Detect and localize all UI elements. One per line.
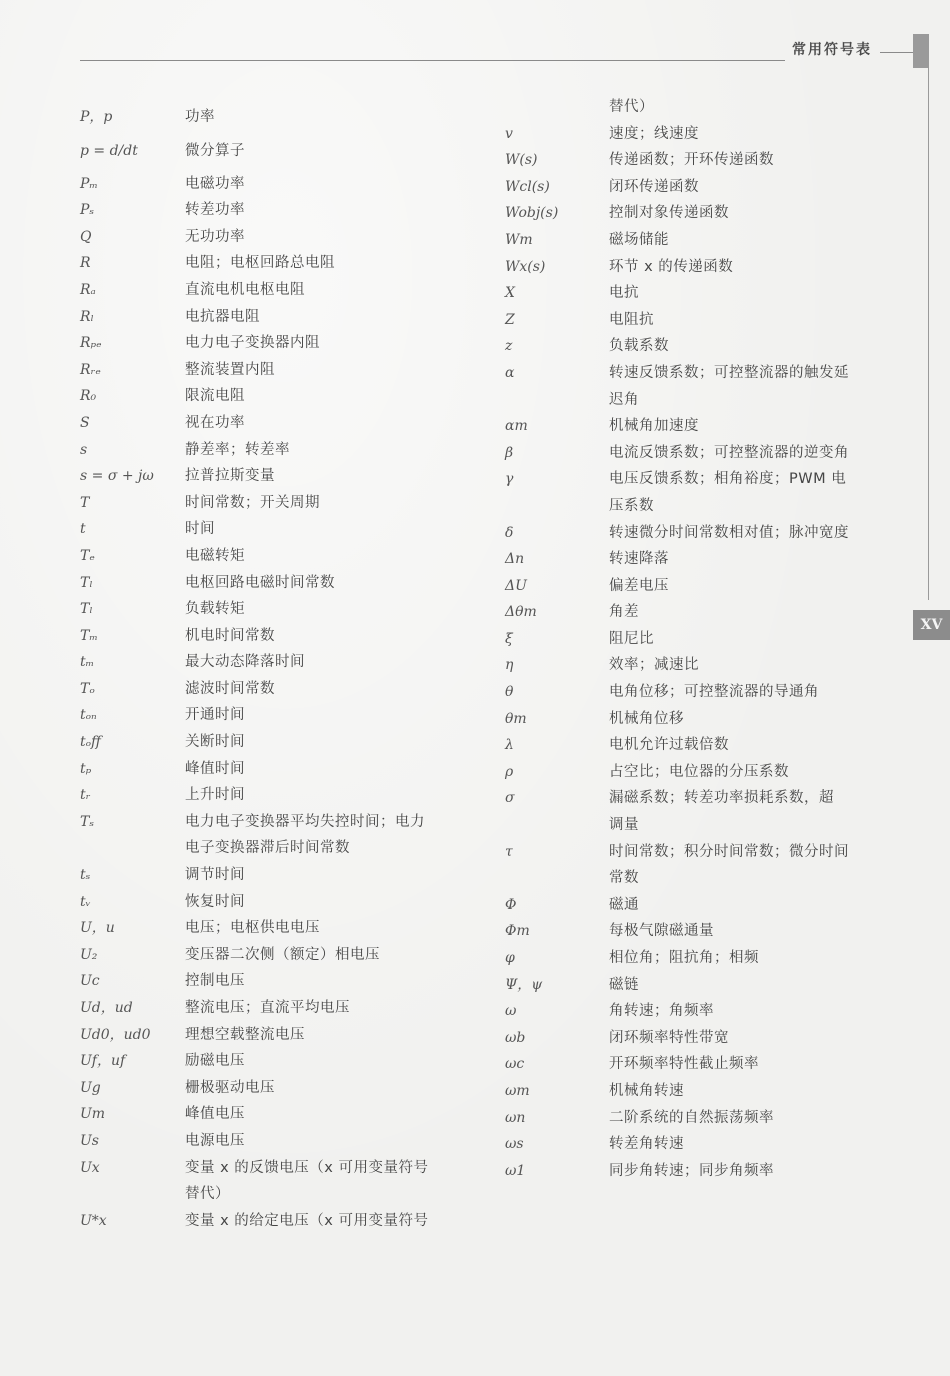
symbol: τ [505, 843, 513, 860]
symbol-description: 机械角加速度 [609, 418, 699, 435]
symbol-description: 占空比；电位器的分压系数 [609, 763, 789, 780]
symbol-row [505, 759, 915, 786]
symbol-description: 时间常数；积分时间常数；微分时间 [609, 843, 849, 860]
symbol-row [80, 410, 500, 437]
symbol-row [505, 679, 915, 706]
symbol-description: 电枢回路电磁时间常数 [185, 574, 335, 591]
symbol-description: 电流反馈系数；可控整流器的逆变角 [609, 444, 849, 461]
symbol-description: 效率；减速比 [609, 657, 699, 674]
edge-rule [928, 60, 929, 600]
symbol-row [80, 676, 500, 703]
symbol-row [505, 227, 915, 254]
symbol-row [80, 1048, 500, 1075]
symbol: Tₛ [80, 813, 95, 830]
symbol: U₂ [80, 946, 98, 963]
symbol: Δn [505, 551, 525, 568]
symbol-row [505, 387, 915, 414]
symbol: ωn [505, 1109, 526, 1126]
symbol-description: 转速微分时间常数相对值；脉冲宽度 [609, 524, 849, 541]
symbol-description: 相位角；阻抗角；相频 [609, 950, 759, 966]
symbol-description: 变压器二次侧（额定）相电压 [185, 946, 380, 963]
symbol: Ψ，ψ [505, 976, 543, 993]
symbol: Us [80, 1132, 99, 1149]
symbol: ω1 [505, 1162, 526, 1179]
symbol-description: 直流电机电枢电阻 [185, 281, 305, 298]
symbol-row [505, 706, 915, 733]
symbol-row [505, 812, 915, 839]
symbol-description: 电力电子变换器内阻 [185, 335, 320, 352]
symbol-row [505, 865, 915, 892]
symbol: X [505, 285, 515, 302]
symbol-description: 速度；线速度 [609, 125, 699, 142]
symbol-list-right [505, 94, 915, 1184]
symbol-row [505, 1105, 915, 1132]
running-header-title: 常用符号表 [792, 42, 872, 58]
symbol: Wm [505, 231, 533, 248]
symbol: Pₘ [80, 175, 99, 192]
symbol-row [80, 1155, 500, 1182]
symbol-description: 恢复时间 [185, 893, 245, 910]
symbol-description: 替代） [609, 99, 654, 115]
symbol-row [505, 1078, 915, 1105]
symbol-description: 峰值电压 [185, 1106, 245, 1123]
symbol-description: 电源电压 [185, 1132, 245, 1149]
symbol-description: 视在功率 [185, 414, 245, 431]
symbol: ΔU [505, 577, 527, 594]
symbol-description: 迟角 [609, 391, 639, 408]
symbol-description: 滤波时间常数 [185, 680, 275, 697]
symbol: ωc [505, 1056, 525, 1073]
symbol: ω [505, 1003, 517, 1020]
symbol-row [505, 200, 915, 227]
symbol-row [505, 147, 915, 174]
symbol-description: 整流电压；直流平均电压 [185, 1000, 350, 1016]
symbol: Φm [505, 923, 530, 940]
symbol-description: 控制对象传递函数 [609, 205, 729, 222]
symbol-row [505, 174, 915, 201]
symbol: γ [505, 471, 514, 488]
symbol-description: 峰值时间 [185, 760, 245, 777]
symbol-description: 角差 [609, 604, 639, 621]
symbol-description: 关断时间 [185, 734, 245, 751]
symbol-description: 转速降落 [609, 551, 669, 568]
symbol-description: 开环频率特性截止频率 [609, 1056, 759, 1073]
symbol-row [80, 131, 500, 171]
symbol: ξ [505, 630, 513, 647]
symbol-description: 时间 [185, 521, 215, 538]
symbol-description: 时间常数；开关周期 [185, 494, 320, 511]
symbol: Wx(s) [505, 258, 546, 275]
symbol: U，u [80, 920, 115, 937]
symbol: Rₗ [80, 308, 94, 325]
symbol: tₚ [80, 760, 92, 777]
symbol-row [80, 623, 500, 650]
symbol-description: 转差角转速 [609, 1136, 684, 1153]
symbol-description: 传递函数；开环传递函数 [609, 152, 774, 169]
symbol: t [80, 521, 86, 538]
symbol-list-left [80, 104, 500, 1234]
symbol-description: 角转速；角频率 [609, 1003, 714, 1020]
symbol-row [80, 702, 500, 729]
symbol-description: 二阶系统的自然振荡频率 [609, 1109, 774, 1126]
symbol-row [80, 889, 500, 916]
symbol-description: 电压反馈系数；相角裕度；PWM 电 [609, 471, 847, 488]
symbol-row [505, 945, 915, 972]
symbol-row [80, 942, 500, 969]
symbol: p = d/dt [80, 142, 138, 159]
symbol-description: 无功功率 [185, 228, 245, 245]
symbol: Ux [80, 1159, 100, 1176]
symbol: R₀ [80, 388, 97, 405]
symbol-row [80, 250, 500, 277]
symbol-description: 机械角转速 [609, 1082, 684, 1099]
header-rule-right [880, 52, 915, 53]
symbol-description: 磁场储能 [609, 231, 669, 248]
symbol: σ [505, 790, 515, 807]
symbol-description: 闭环传递函数 [609, 178, 699, 195]
symbol-row [505, 280, 915, 307]
symbol: Ud0，ud0 [80, 1026, 151, 1043]
symbol: z [505, 338, 513, 355]
symbol-row [505, 413, 915, 440]
symbol: αm [505, 418, 528, 435]
symbol: tₘ [80, 654, 95, 671]
symbol-row [505, 785, 915, 812]
symbol-row [80, 1208, 500, 1235]
symbol-description: 控制电压 [185, 973, 245, 990]
symbol-row [80, 357, 500, 384]
header-rule [80, 60, 785, 61]
symbol-row [505, 466, 915, 493]
symbol: Tₒ [80, 680, 95, 697]
symbol: v [505, 125, 513, 142]
symbol: tₛ [80, 867, 91, 884]
symbol-row [80, 543, 500, 570]
symbol-row [80, 835, 500, 862]
symbol-description: 电抗器电阻 [185, 308, 260, 325]
page-number-tab: XV [913, 610, 950, 640]
symbol-row [505, 254, 915, 281]
symbol: Tₑ [80, 547, 95, 564]
symbol: δ [505, 524, 514, 541]
symbol-description: 电子变换器滞后时间常数 [185, 840, 350, 857]
symbol: tₒₙ [80, 707, 97, 724]
symbol-description: 变量 x 的给定电压（x 可用变量符号 [185, 1212, 429, 1229]
symbol-description: 调节时间 [185, 867, 245, 884]
symbol-row [80, 1128, 500, 1155]
symbol-row [505, 1131, 915, 1158]
symbol-description: 静差率；转差率 [185, 441, 290, 458]
symbol-description: 励磁电压 [185, 1053, 245, 1070]
symbol-description: 替代） [185, 1186, 230, 1203]
symbol-row [80, 330, 500, 357]
symbol: Z [505, 311, 515, 328]
symbol-description: 同步角转速；同步角频率 [609, 1162, 774, 1179]
symbol-description: 环节 x 的传递函数 [609, 258, 734, 275]
symbol-row [80, 782, 500, 809]
symbol-row [505, 918, 915, 945]
symbol-description: 变量 x 的反馈电压（x 可用变量符号 [185, 1159, 429, 1176]
symbol: S [80, 414, 90, 431]
symbol-description: 阻尼比 [609, 630, 654, 647]
symbol-row [505, 1158, 915, 1185]
symbol-description: 电角位移；可控整流器的导通角 [609, 684, 819, 701]
symbol-description: 常数 [609, 870, 639, 887]
symbol-description: 理想空载整流电压 [185, 1026, 305, 1043]
symbol-row [80, 1022, 500, 1049]
symbol-row [505, 307, 915, 334]
symbol-description: 微分算子 [185, 142, 245, 159]
symbol-row [505, 972, 915, 999]
symbol-row [505, 546, 915, 573]
symbol-row [505, 1051, 915, 1078]
symbol: Φ [505, 896, 517, 913]
symbol: tᵥ [80, 893, 91, 910]
symbol: R [80, 255, 91, 272]
symbol: P，p [80, 109, 113, 125]
symbol: Rₚₑ [80, 335, 102, 352]
symbol: Ud，ud [80, 1000, 133, 1016]
symbol: Tₘ [80, 627, 98, 644]
symbol-description: 漏磁系数；转差功率损耗系数，超 [609, 790, 834, 807]
symbol-row [505, 839, 915, 866]
symbol-row [80, 570, 500, 597]
symbol-row [80, 915, 500, 942]
symbol: Q [80, 228, 92, 245]
symbol: θ [505, 684, 514, 701]
symbol: Uc [80, 973, 100, 990]
symbol-row [505, 94, 915, 121]
symbol: ωb [505, 1029, 526, 1046]
symbol-row [80, 649, 500, 676]
symbol: W(s) [505, 152, 538, 169]
symbol-description: 机电时间常数 [185, 627, 275, 644]
symbol: Uf，uf [80, 1053, 126, 1070]
symbol: Wobj(s) [505, 205, 559, 222]
symbol-row [505, 121, 915, 148]
symbol-description: 电磁转矩 [185, 547, 245, 564]
symbol-description: 电压；电枢供电电压 [185, 920, 320, 937]
symbol-description: 上升时间 [185, 787, 245, 804]
symbol-row [80, 1181, 500, 1208]
symbol-row [505, 360, 915, 387]
edge-marker [913, 34, 929, 68]
symbol: Um [80, 1106, 106, 1123]
symbol: Tₗ [80, 601, 93, 618]
symbol: tₒff [80, 734, 101, 751]
symbol-description: 磁通 [609, 896, 639, 913]
symbol-row [505, 573, 915, 600]
symbol-description: 转差功率 [185, 202, 245, 219]
symbol-row [505, 493, 915, 520]
symbol-description: 负载转矩 [185, 601, 245, 618]
symbol-row [80, 171, 500, 198]
symbol: ωs [505, 1136, 524, 1153]
symbol: Tₗ [80, 574, 93, 591]
symbol: tᵣ [80, 787, 91, 804]
symbol-row [80, 463, 500, 490]
symbol-description: 磁链 [609, 976, 639, 993]
symbol-description: 转速反馈系数；可控整流器的触发延 [609, 364, 849, 381]
symbol-row [505, 998, 915, 1025]
symbol-description: 开通时间 [185, 707, 245, 724]
symbol: Rᵣₑ [80, 361, 101, 378]
symbol: U*x [80, 1212, 107, 1229]
symbol-row [505, 892, 915, 919]
symbol-description: 最大动态降落时间 [185, 654, 305, 671]
symbol-description: 压系数 [609, 497, 654, 514]
symbol-description: 调量 [609, 817, 639, 834]
symbol-description: 电机允许过载倍数 [609, 737, 729, 754]
symbol-row [80, 304, 500, 331]
symbol-row [80, 756, 500, 783]
symbol-row [505, 626, 915, 653]
symbol-row [80, 516, 500, 543]
symbol-description: 偏差电压 [609, 577, 669, 594]
symbol: ρ [505, 763, 514, 780]
symbol: Rₐ [80, 281, 96, 298]
symbol: T [80, 494, 90, 511]
symbol-row [505, 333, 915, 360]
symbol: Δθm [505, 604, 537, 621]
symbol-description: 电阻抗 [609, 311, 654, 328]
symbol-description: 每极气隙磁通量 [609, 923, 714, 940]
symbol-description: 电磁功率 [185, 175, 245, 192]
symbol-row [80, 277, 500, 304]
symbol-row [505, 520, 915, 547]
symbol-description: 整流装置内阻 [185, 361, 275, 378]
symbol-row [80, 729, 500, 756]
symbol-row [505, 440, 915, 467]
symbol: s = σ + jω [80, 468, 154, 485]
symbol: η [505, 657, 514, 674]
symbol-row [80, 862, 500, 889]
symbol-row [80, 383, 500, 410]
symbol-description: 负载系数 [609, 338, 669, 355]
symbol-description: 栅极驱动电压 [185, 1079, 275, 1096]
symbol-description: 限流电阻 [185, 388, 245, 405]
symbol: α [505, 364, 515, 381]
symbol-row [80, 995, 500, 1022]
symbol-row [80, 968, 500, 995]
symbol-row [80, 104, 500, 131]
symbol-description: 功率 [185, 109, 215, 125]
symbol-row [80, 437, 500, 464]
symbol: ωm [505, 1082, 530, 1099]
symbol-description: 机械角位移 [609, 710, 684, 727]
symbol-row [505, 652, 915, 679]
symbol: θm [505, 710, 527, 727]
symbol: s [80, 441, 88, 458]
symbol-row [505, 1025, 915, 1052]
symbol-description: 拉普拉斯变量 [185, 468, 275, 485]
symbol: Ug [80, 1079, 101, 1096]
symbol-row [505, 732, 915, 759]
symbol-row [80, 1101, 500, 1128]
symbol-row [80, 197, 500, 224]
symbol-description: 电阻；电枢回路总电阻 [185, 255, 335, 272]
symbol-description: 闭环频率特性带宽 [609, 1029, 729, 1046]
symbol: λ [505, 737, 514, 754]
symbol-row [80, 809, 500, 836]
symbol-row [505, 599, 915, 626]
symbol-row [80, 1075, 500, 1102]
symbol: φ [505, 950, 515, 966]
symbol: Pₛ [80, 202, 95, 219]
symbol-description: 电力电子变换器平均失控时间；电力 [185, 813, 425, 830]
symbol-row [80, 224, 500, 251]
symbol: Wcl(s) [505, 178, 550, 195]
symbol-row [80, 490, 500, 517]
symbol-description: 电抗 [609, 285, 639, 302]
symbol-row [80, 596, 500, 623]
symbol: β [505, 444, 514, 461]
